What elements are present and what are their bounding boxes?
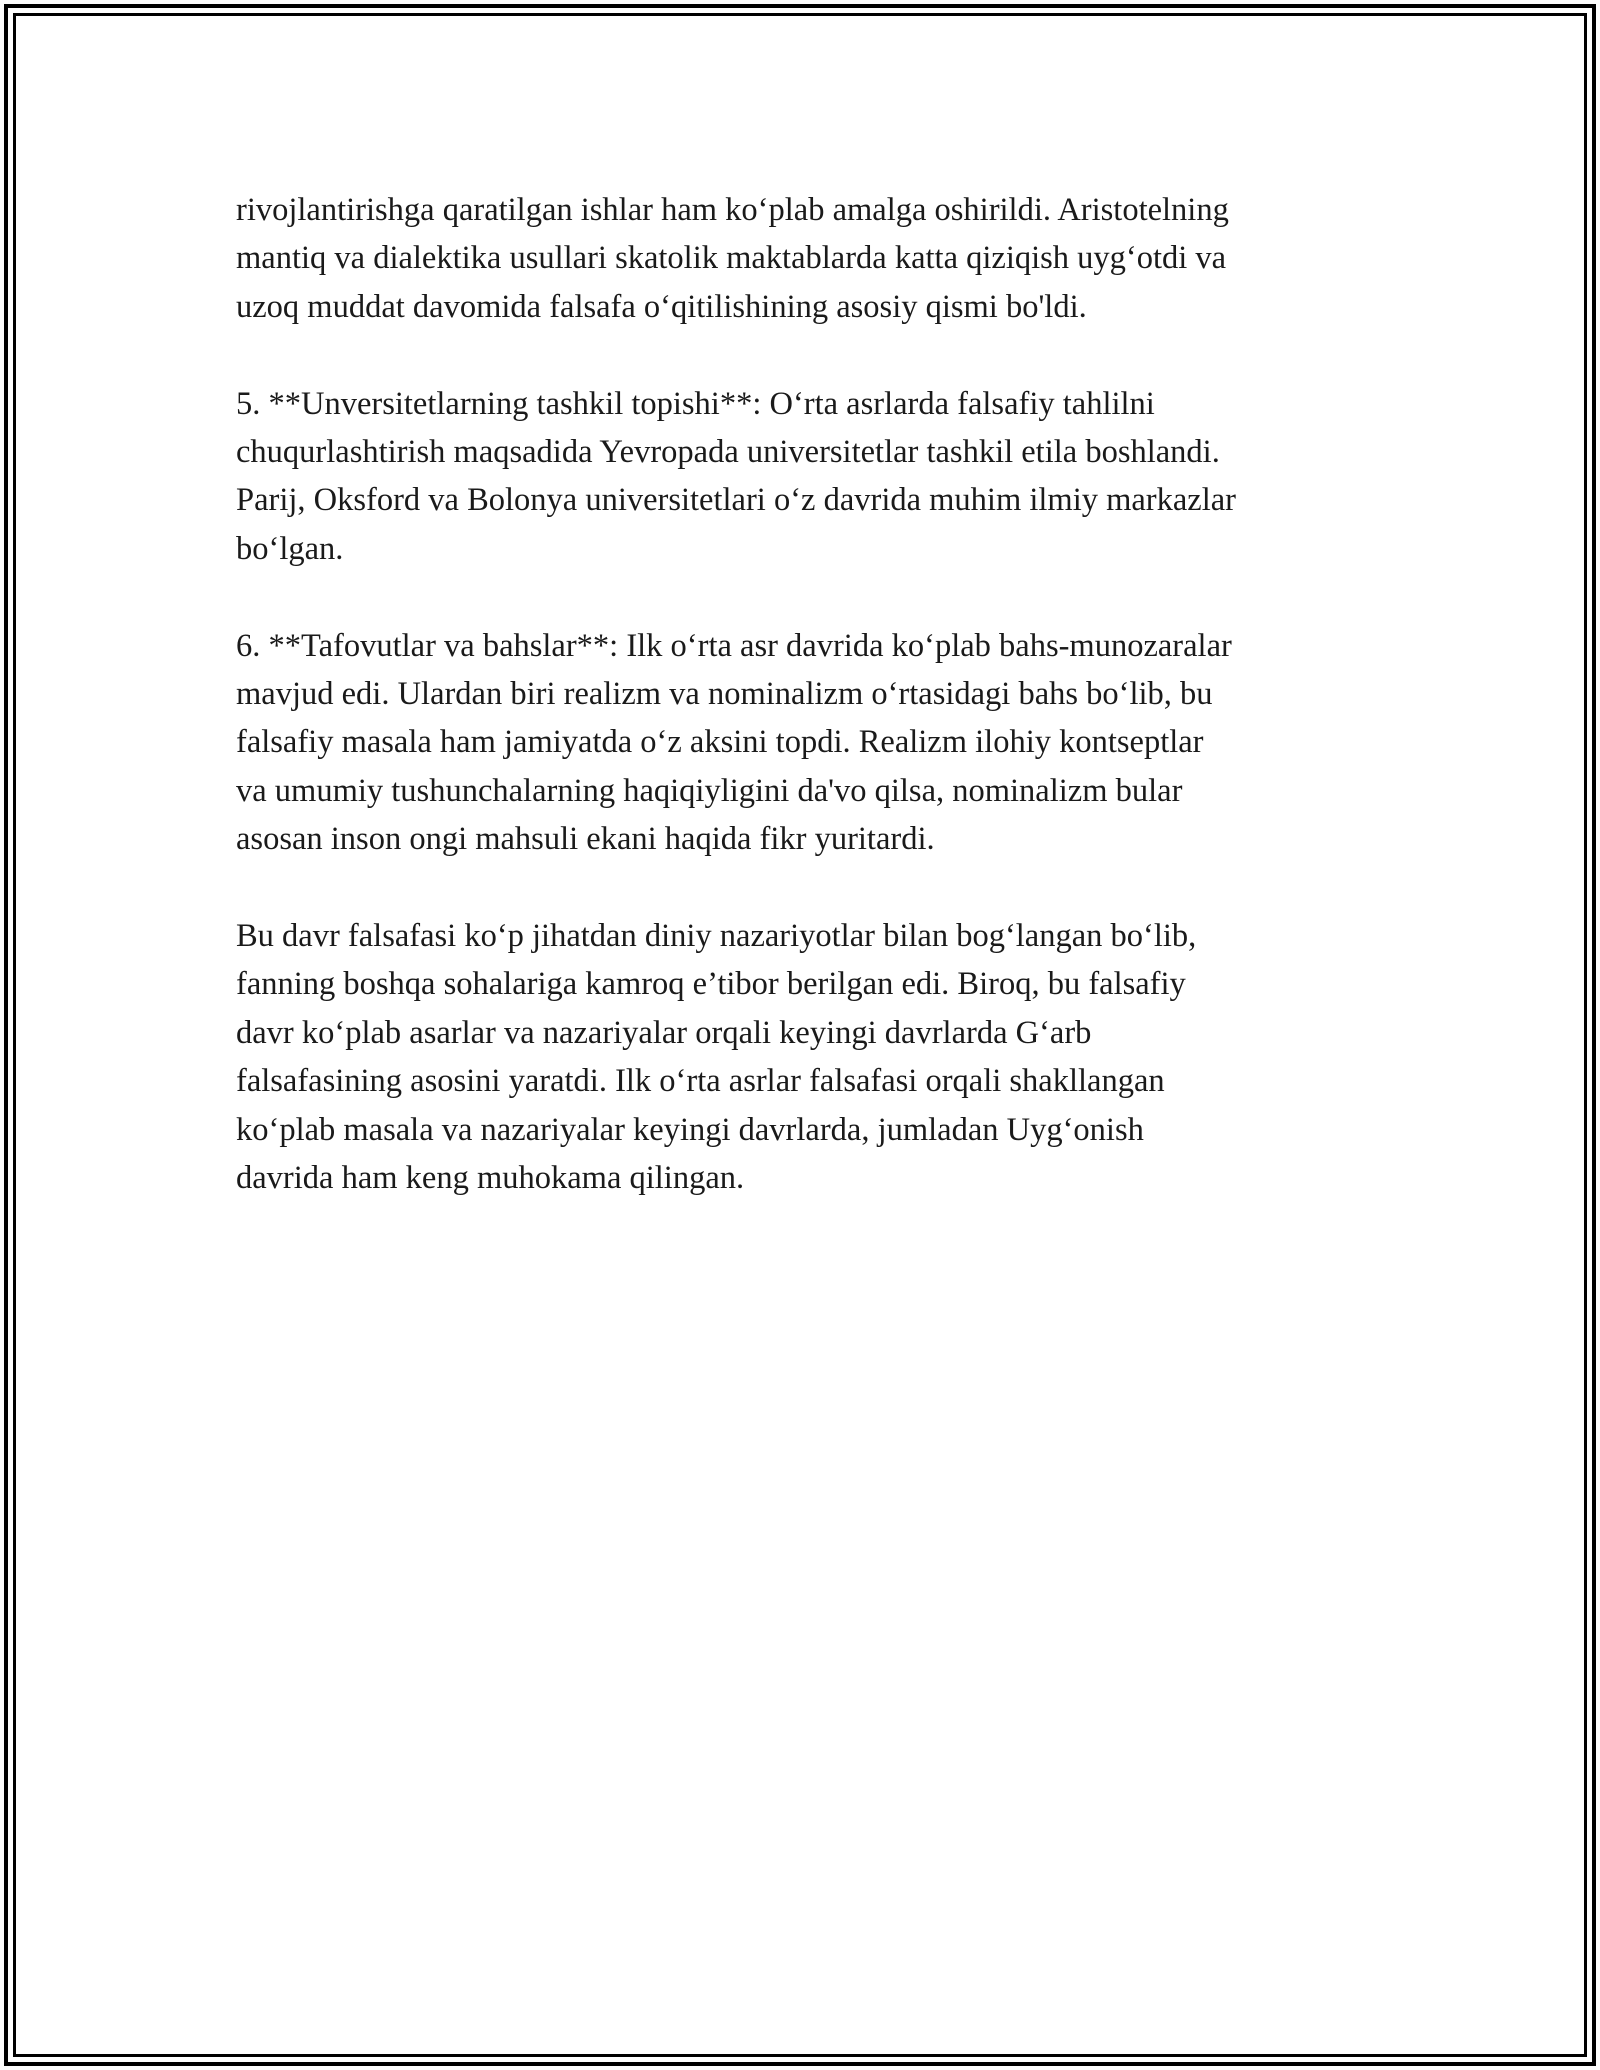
text-line: davr ko‘plab asarlar va nazariyalar orqali keyingi davrlarda G‘arb xyxy=(236,1014,1092,1051)
text-line: asosan inson ongi mahsuli ekani haqida fikr yuritardi. xyxy=(236,821,935,858)
text-line: chuqurlashtirish maqsadida Yevropada universitetlar tashkil etila boshlandi. xyxy=(236,434,1220,471)
paragraph-continuation xyxy=(236,186,1406,331)
text-line: rivojlantirishga qaratilgan ishlar ham ko‘plab amalga oshirildi. Aristotelning xyxy=(236,192,1229,228)
text-line: mavjud edi. Ulardan biri realizm va nominalizm o‘rtasidagi bahs bo‘lib, bu xyxy=(236,676,1213,713)
paragraph-item-5-universities xyxy=(236,380,1406,574)
paragraph-item-6-debates xyxy=(236,622,1406,864)
text-line: 6. **Tafovutlar va bahslar**: Ilk o‘rta asr davrida ko‘plab bahs-munozaralar xyxy=(236,627,1232,664)
text-line: bo‘lgan. xyxy=(236,530,344,567)
text-line: davrida ham keng muhokama qilingan. xyxy=(236,1160,745,1197)
text-line: mantiq va dialektika usullari skatolik maktablarda katta qiziqish uyg‘otdi va xyxy=(236,240,1227,277)
text-line: falsafasining asosini yaratdi. Ilk o‘rta asrlar falsafasi orqali shakllangan xyxy=(236,1063,1165,1100)
text-line: 5. **Unversitetlarning tashkil topishi**: O‘rta asrlarda falsafiy tahlilni xyxy=(236,385,1155,422)
paragraph-conclusion xyxy=(236,912,1406,1202)
text-line: Parij, Oksford va Bolonya universitetlari o‘z davrida muhim ilmiy markazlar xyxy=(236,482,1237,519)
text-line: ko‘plab masala va nazariyalar keyingi davrlarda, jumladan Uyg‘onish xyxy=(236,1111,1144,1148)
document-body xyxy=(236,186,1406,1202)
text-line: falsafiy masala ham jamiyatda o‘z aksini topdi. Realizm ilohiy kontseptlar xyxy=(236,724,1204,761)
text-line: va umumiy tushunchalarning haqiqiyligini da'vo qilsa, nominalizm bular xyxy=(236,772,1183,809)
text-line: fanning boshqa sohalariga kamroq e’tibor berilgan edi. Biroq, bu falsafiy xyxy=(236,966,1186,1003)
text-line: uzoq muddat davomida falsafa o‘qitilishining asosiy qismi bo'ldi. xyxy=(236,288,1087,325)
text-line: Bu davr falsafasi ko‘p jihatdan diniy nazariyotlar bilan bog‘langan bo‘lib, xyxy=(236,918,1197,955)
